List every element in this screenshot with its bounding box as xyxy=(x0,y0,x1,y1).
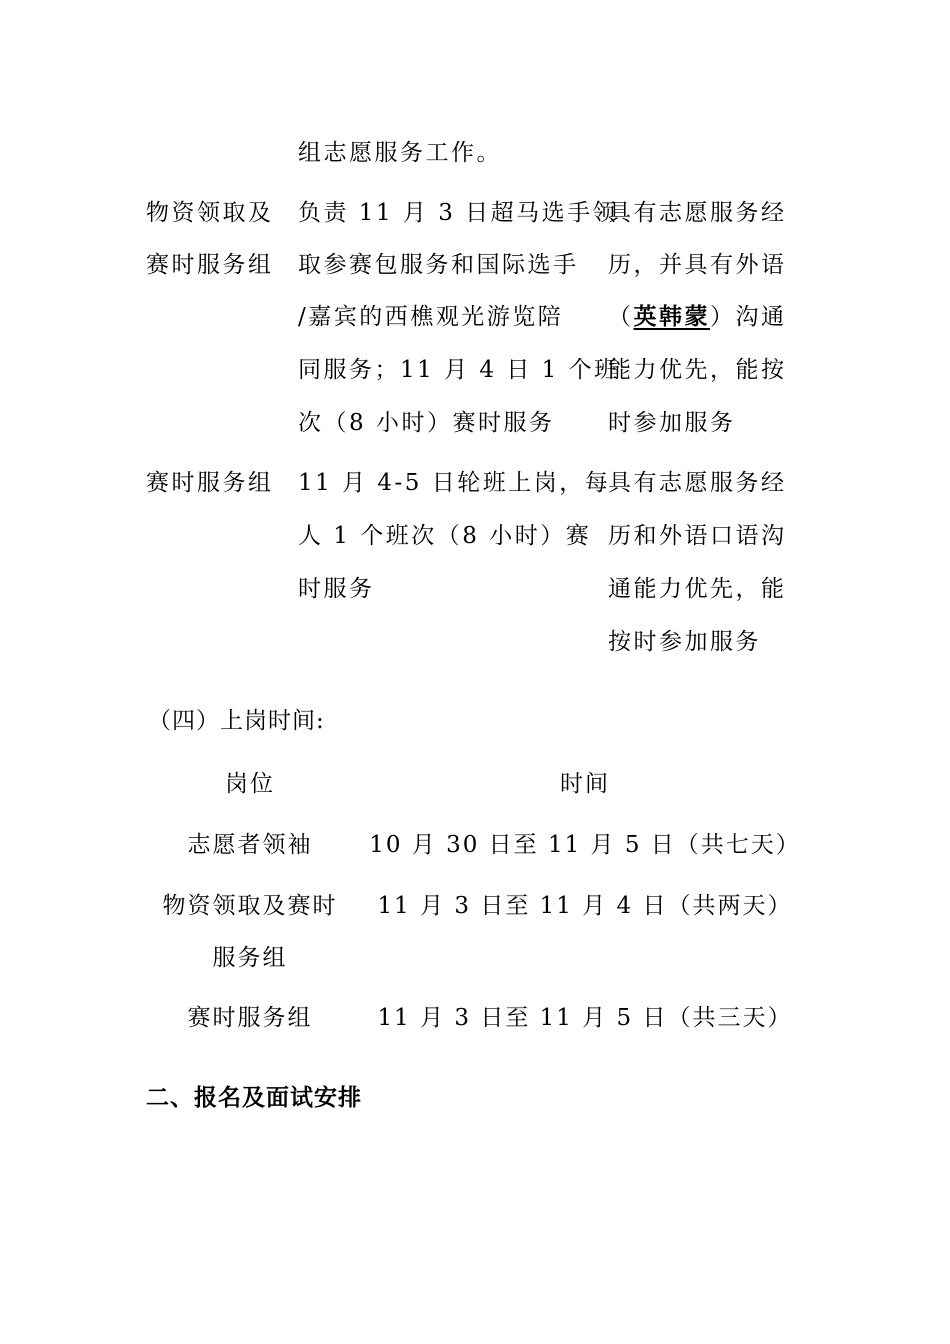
requirement-cell-line: 按时参加服务 xyxy=(608,629,761,655)
duty-cell-line: 负责 11 月 3 日超马选手领 xyxy=(298,200,619,226)
language-list: 英韩蒙 xyxy=(633,303,710,330)
requirement-cell-line: 历和外语口语沟 xyxy=(608,523,787,549)
continued-duty-text: 组志愿服务工作。 xyxy=(298,140,502,166)
schedule-position-cell: 志愿者领袖 xyxy=(187,832,313,858)
requirement-cell-line: 具有志愿服务经 xyxy=(608,470,787,496)
schedule-position-cell: 物资领取及赛时 xyxy=(162,893,338,919)
section-heading: 二、报名及面试安排 xyxy=(146,1085,362,1111)
duty-cell-line: 时服务 xyxy=(298,576,375,602)
schedule-title: （四）上岗时间: xyxy=(148,708,325,734)
paren-open: （ xyxy=(608,304,634,330)
requirement-cell-line: 时参加服务 xyxy=(608,410,736,436)
requirement-cell-line: 能力优先，能按 xyxy=(608,357,787,383)
requirement-cell-line-languages xyxy=(608,304,787,330)
requirement-cell-line: 通能力优先，能 xyxy=(608,576,787,602)
duty-cell-line: /嘉宾的西樵观光游览陪 xyxy=(298,304,564,330)
schedule-header-time: 时间 xyxy=(560,771,610,797)
position-cell-line: 赛时服务组 xyxy=(146,470,274,496)
schedule-position-cell: 赛时服务组 xyxy=(187,1005,313,1031)
schedule-position-cell: 服务组 xyxy=(212,945,288,971)
position-cell-line: 赛时服务组 xyxy=(146,252,274,278)
position-cell-line: 物资领取及 xyxy=(146,200,274,226)
duty-cell-line: 11 月 4-5 日轮班上岗，每 xyxy=(298,470,611,496)
schedule-time-cell: 11 月 3 日至 11 月 5 日（共三天） xyxy=(377,1005,793,1031)
duty-cell-line: 取参赛包服务和国际选手 xyxy=(298,252,579,278)
duty-cell-line: 次（8 小时）赛时服务 xyxy=(298,410,555,436)
duty-cell-line: 同服务；11 月 4 日 1 个班 xyxy=(298,357,620,383)
duty-cell-line: 人 1 个班次（8 小时）赛 xyxy=(298,523,592,549)
requirement-cell-line: 具有志愿服务经 xyxy=(608,200,787,226)
requirement-cell-line: 历，并具有外语 xyxy=(608,252,787,278)
schedule-time-cell: 11 月 3 日至 11 月 4 日（共两天） xyxy=(377,893,793,919)
schedule-time-cell: 10 月 30 日至 11 月 5 日（共七天） xyxy=(369,832,801,858)
paren-close: ）沟通 xyxy=(710,304,787,330)
schedule-header-position: 岗位 xyxy=(225,771,275,797)
